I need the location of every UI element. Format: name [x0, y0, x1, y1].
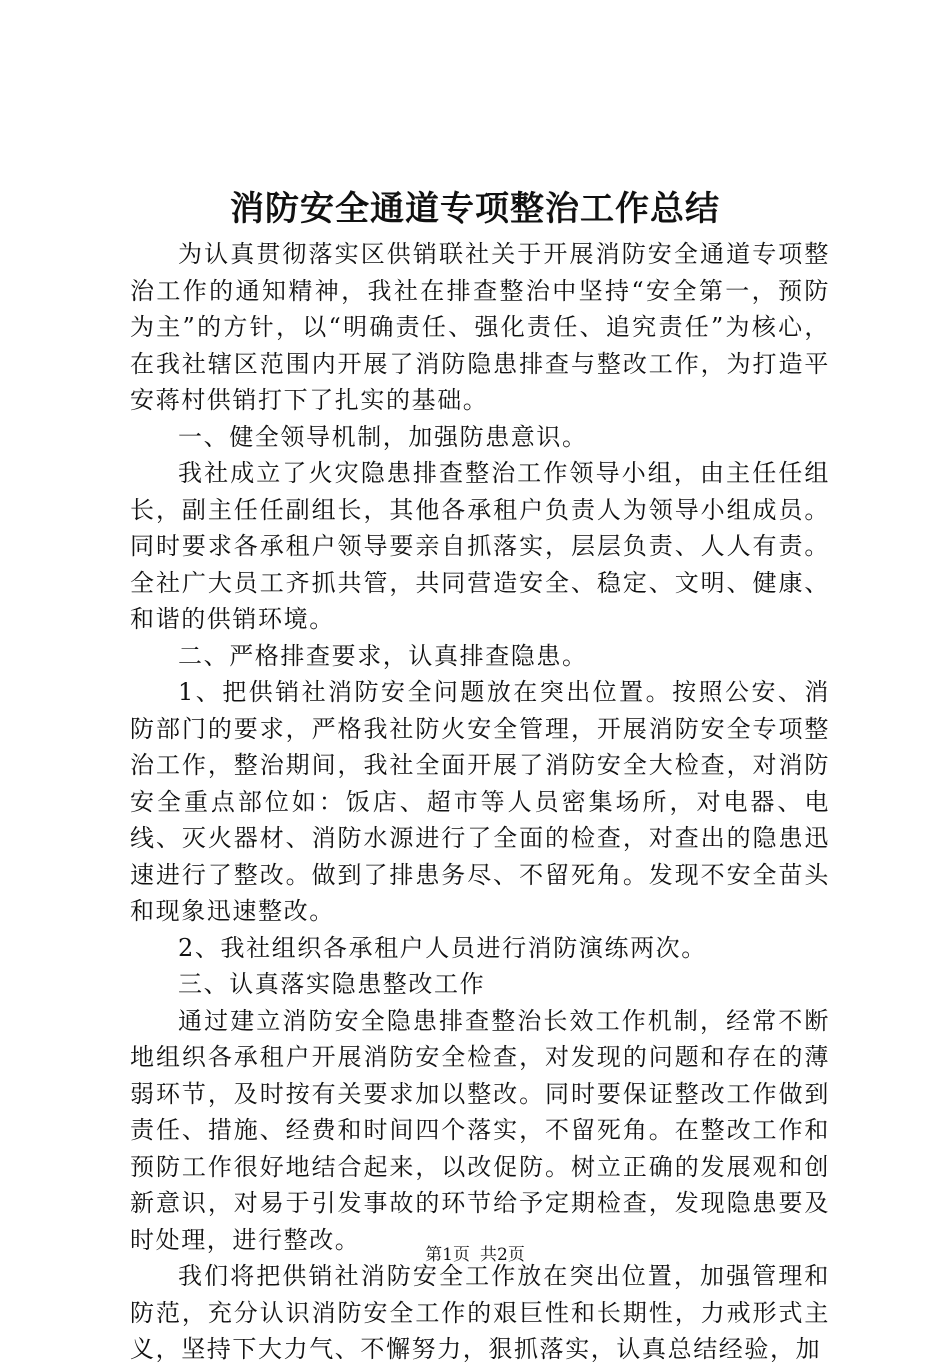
document-body: [130, 236, 830, 1368]
intro-paragraph: 为认真贯彻落实区供销联社关于开展消防安全通道专项整治工作的通知精神，我社在排查整治中坚持“安全第一，预防为主”的方针，以“明确责任、强化责任、追究责任”为核心，在我社辖区范围内开展了消防隐患排查与整改工作，为打造平安蒋村供销打下了扎实的基础。: [130, 240, 830, 414]
page-number: 第1页: [425, 1245, 470, 1265]
body-paragraph: 2、我社组织各承租户人员进行消防演练两次。: [178, 933, 707, 962]
body-paragraph: 我们将把供销社消防安全工作放在突出位置，加强管理和防范，充分认识消防安全工作的艰巨性和长期性，力戒形式主义，坚持下大力气、不懈努力，狠抓落实，认真总结经验，加: [130, 1262, 830, 1363]
body-paragraph: 1、把供销社消防安全问题放在突出位置。按照公安、消防部门的要求，严格我社防火安全管理，开展消防安全专项整治工作，整治期间，我社全面开展了消防安全大检查，对消防安全重点部位如：饭店、超市等人员密集场所，对电器、电线、灭火器材、消防水源进行了全面的检查，对查出的隐患迅速进行了整改。做到了排患务尽、不留死角。发现不安全苗头和现象迅速整改。: [130, 678, 830, 925]
page-total: 共2页: [480, 1245, 525, 1265]
body-paragraph: 通过建立消防安全隐患排查整治长效工作机制，经常不断地组织各承租户开展消防安全检查，对发现的问题和存在的薄弱环节，及时按有关要求加以整改。同时要保证整改工作做到责任、措施、经费和时间四个落实，不留死角。在整改工作和预防工作很好地结合起来，以改促防。树立正确的发展观和创新意识，对易于引发事故的环节给予定期检查，发现隐患要及时处理，进行整改。: [130, 1006, 830, 1254]
document-title: 消防安全通道专项整治工作总结: [230, 189, 720, 229]
section-heading-1: 一、健全领导机制，加强防患意识。: [178, 422, 588, 451]
section-heading-3: 三、认真落实隐患整改工作: [178, 970, 486, 998]
page-footer: [0, 1243, 950, 1267]
section-heading-2: 二、严格排查要求，认真排查隐患。: [178, 641, 588, 670]
body-paragraph: 我社成立了火灾隐患排查整治工作领导小组，由主任任组长，副主任任副组长，其他各承租户负责人为领导小组成员。同时要求各承租户领导要亲自抓落实，层层负责、人人有责。全社广大员工齐抓共管，共同营造安全、稳定、文明、健康、和谐的供销环境。: [130, 459, 830, 633]
